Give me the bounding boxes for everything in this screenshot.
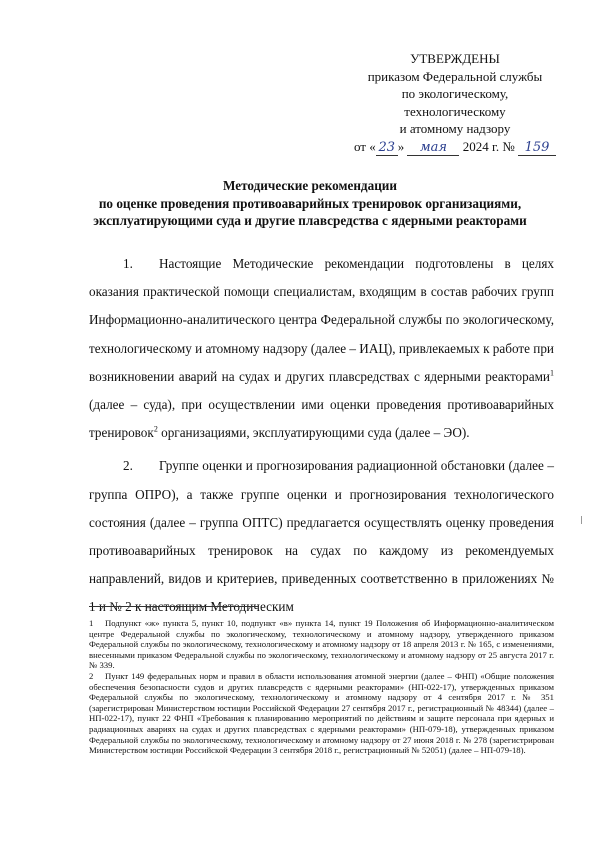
footnote-text: Пункт 149 федеральных норм и правил в области использования атомной энергии (далее – ФНП) «Общие положения обеспечения безопасности судов и других плавсредств с ядерными реакторами» (НП-022-17), утвержденных приказом Федеральной службы по экологическому, технологическому и атомному надзору от 4 сентября 2017 г. № 351 (зарегистрирован Министерством юстиции Российской Федерации 27 сентября 2017 г., регистрационный № 48344) (далее – НП-022-17), пункт 22 ФНП «Требования к планированию мероприятий по действиям и защите персонала при ядерных и радиационных авариях на судах и других плавсредствах с ядерными реакторами» (НП-079-18), утвержденных приказом Федеральной службы по экологическому, технологическому и атомному надзору от 27 июня 2018 г. № 278 (зарегистрирован Министерством юстиции Российской Федерации 3 сентября 2018 г., регистрационный № 52051) (далее – НП-079-18). [89, 670, 554, 756]
paragraph-number: 1. [123, 256, 133, 271]
paragraph-text: Настоящие Методические рекомендации подготовлены в целях оказания практической помощи специалистам, входящим в состав рабочих групп Информационно-аналитического центра Федеральной службы по экологическому, технологическому и атомному надзору (далее – ИАЦ), привлекаемых к работе при возникновении аварий на судах и других плавсредствах с ядерными реакторами [89, 256, 554, 384]
document-title [60, 177, 560, 230]
paragraph-text: Группе оценки и прогнозирования радиационной обстановки (далее – группа ОПРО), а также группе оценки и прогнозирования технологического состояния (далее – группа ОПТС) предлагается осуществлять оценку проведения противоаварийных тренировок на судах по каждому из рекомендуемых направлений, видов и критериев, приведенных соответственно в приложениях № 1 и № 2 к настоящим Методическим [89, 458, 554, 615]
handwritten-day: 23 [376, 141, 398, 156]
date-prefix: от « [353, 138, 376, 154]
approval-block [340, 50, 570, 156]
paragraph-number: 2. [123, 458, 133, 474]
title-line: эксплуатирующими суда и другие плавсредства с ядерными реакторами [93, 213, 527, 228]
title-line: по оценке проведения противоаварийных тренировок организациями, [98, 195, 522, 211]
approval-line: приказом Федеральной службы [367, 68, 543, 84]
approval-heading: УТВЕРЖДЕНЫ [410, 51, 500, 66]
footnote-ref: 2 [153, 424, 158, 434]
approval-line: и атомному надзору [399, 121, 511, 137]
footnotes [89, 618, 554, 756]
footnote-ref: 1 [550, 368, 554, 378]
date-quote: » [397, 138, 405, 154]
approval-line: по экологическому, [401, 86, 509, 102]
paragraph-1 [89, 250, 554, 447]
paragraph-2 [89, 452, 554, 621]
order-date-line [340, 138, 570, 156]
footnote-mark: 2 [89, 670, 94, 681]
footnote-text: Подпункт «ж» пункта 5, пункт 10, подпункт «в» пункта 14, пункт 19 Положения об Информационно-аналитическом центре Федеральной службы по экологическому, технологическому и атомному надзору, утвержденного приказом Федеральной службы по экологическому, технологическому и атомному надзору от 18 апреля 2013 г. № 165, с изменениями, внесенными приказом Федеральной службы по экологическому, технологическому и атомному надзору от 25 августа 2017 г. № 339. [89, 618, 554, 671]
paragraph-text: (далее – суда), при осуществлении ими оценки проведения противоаварийных тренировок [89, 397, 554, 441]
footnote-mark: 1 [89, 618, 94, 628]
margin-mark [581, 516, 582, 524]
title-line: Методические рекомендации [222, 178, 397, 193]
footnote-item [89, 618, 554, 671]
footnote-separator [89, 606, 259, 607]
footnote-item [89, 671, 554, 756]
year-text: 2024 г. № [462, 138, 515, 154]
handwritten-order-number: 159 [518, 141, 556, 156]
approval-line: технологическому [404, 103, 506, 119]
document-body [89, 250, 554, 622]
handwritten-month: мая [407, 141, 459, 156]
paragraph-text: организациями, эксплуатирующими суда (далее – ЭО). [157, 425, 470, 441]
